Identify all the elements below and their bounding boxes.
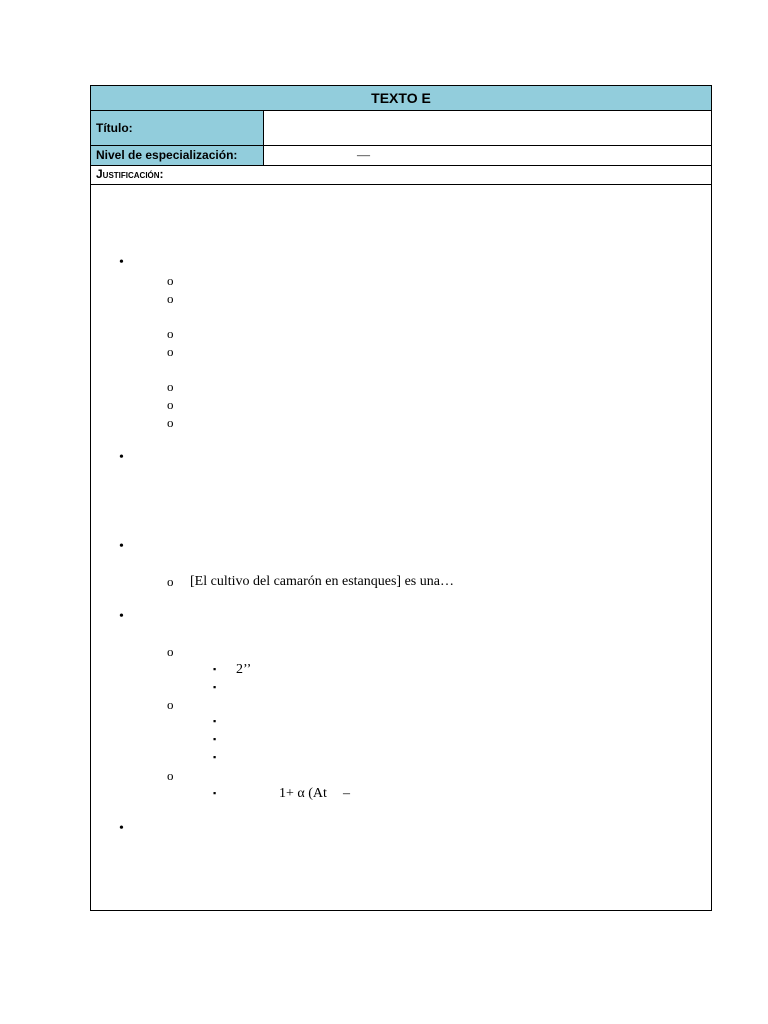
circle-marker: o bbox=[167, 326, 174, 341]
nivel-value[interactable] bbox=[264, 146, 711, 165]
formula-dash: – bbox=[343, 786, 350, 801]
square-marker: ▪ bbox=[213, 788, 217, 798]
justificacion-label: Justificación: bbox=[96, 167, 164, 181]
circle-marker: o bbox=[167, 574, 174, 589]
nivel-dash: — bbox=[357, 147, 370, 162]
circle-marker: o bbox=[167, 344, 174, 359]
titulo-label: Título: bbox=[91, 111, 264, 145]
bullet-marker: • bbox=[119, 821, 124, 836]
circle-marker: o bbox=[167, 397, 174, 412]
justificacion-row bbox=[91, 166, 711, 185]
square-marker: ▪ bbox=[213, 734, 217, 744]
formula-text: 1+ α (At bbox=[279, 786, 327, 801]
square-marker: ▪ bbox=[213, 664, 217, 674]
bullet-marker: • bbox=[119, 539, 124, 554]
circle-marker: o bbox=[167, 768, 174, 783]
circle-marker: o bbox=[167, 697, 174, 712]
camaron-text: [El cultivo del camarón en estanques] es una… bbox=[190, 574, 454, 589]
form-title: TEXTO E bbox=[91, 86, 711, 111]
square-marker: ▪ bbox=[213, 682, 217, 692]
circle-marker: o bbox=[167, 644, 174, 659]
specialization-form bbox=[90, 85, 712, 911]
bullet-marker: • bbox=[119, 609, 124, 624]
square-marker: ▪ bbox=[213, 752, 217, 762]
titulo-value[interactable] bbox=[264, 111, 711, 145]
circle-marker: o bbox=[167, 415, 174, 430]
bullet-marker: • bbox=[119, 450, 124, 465]
bullet-marker: • bbox=[119, 255, 124, 270]
nivel-row bbox=[91, 146, 711, 166]
circle-marker: o bbox=[167, 273, 174, 288]
circle-marker: o bbox=[167, 379, 174, 394]
two-prime-text: 2’’ bbox=[236, 662, 252, 677]
nivel-label: Nivel de especialización: bbox=[91, 146, 264, 165]
titulo-row bbox=[91, 111, 711, 146]
circle-marker: o bbox=[167, 291, 174, 306]
square-marker: ▪ bbox=[213, 716, 217, 726]
